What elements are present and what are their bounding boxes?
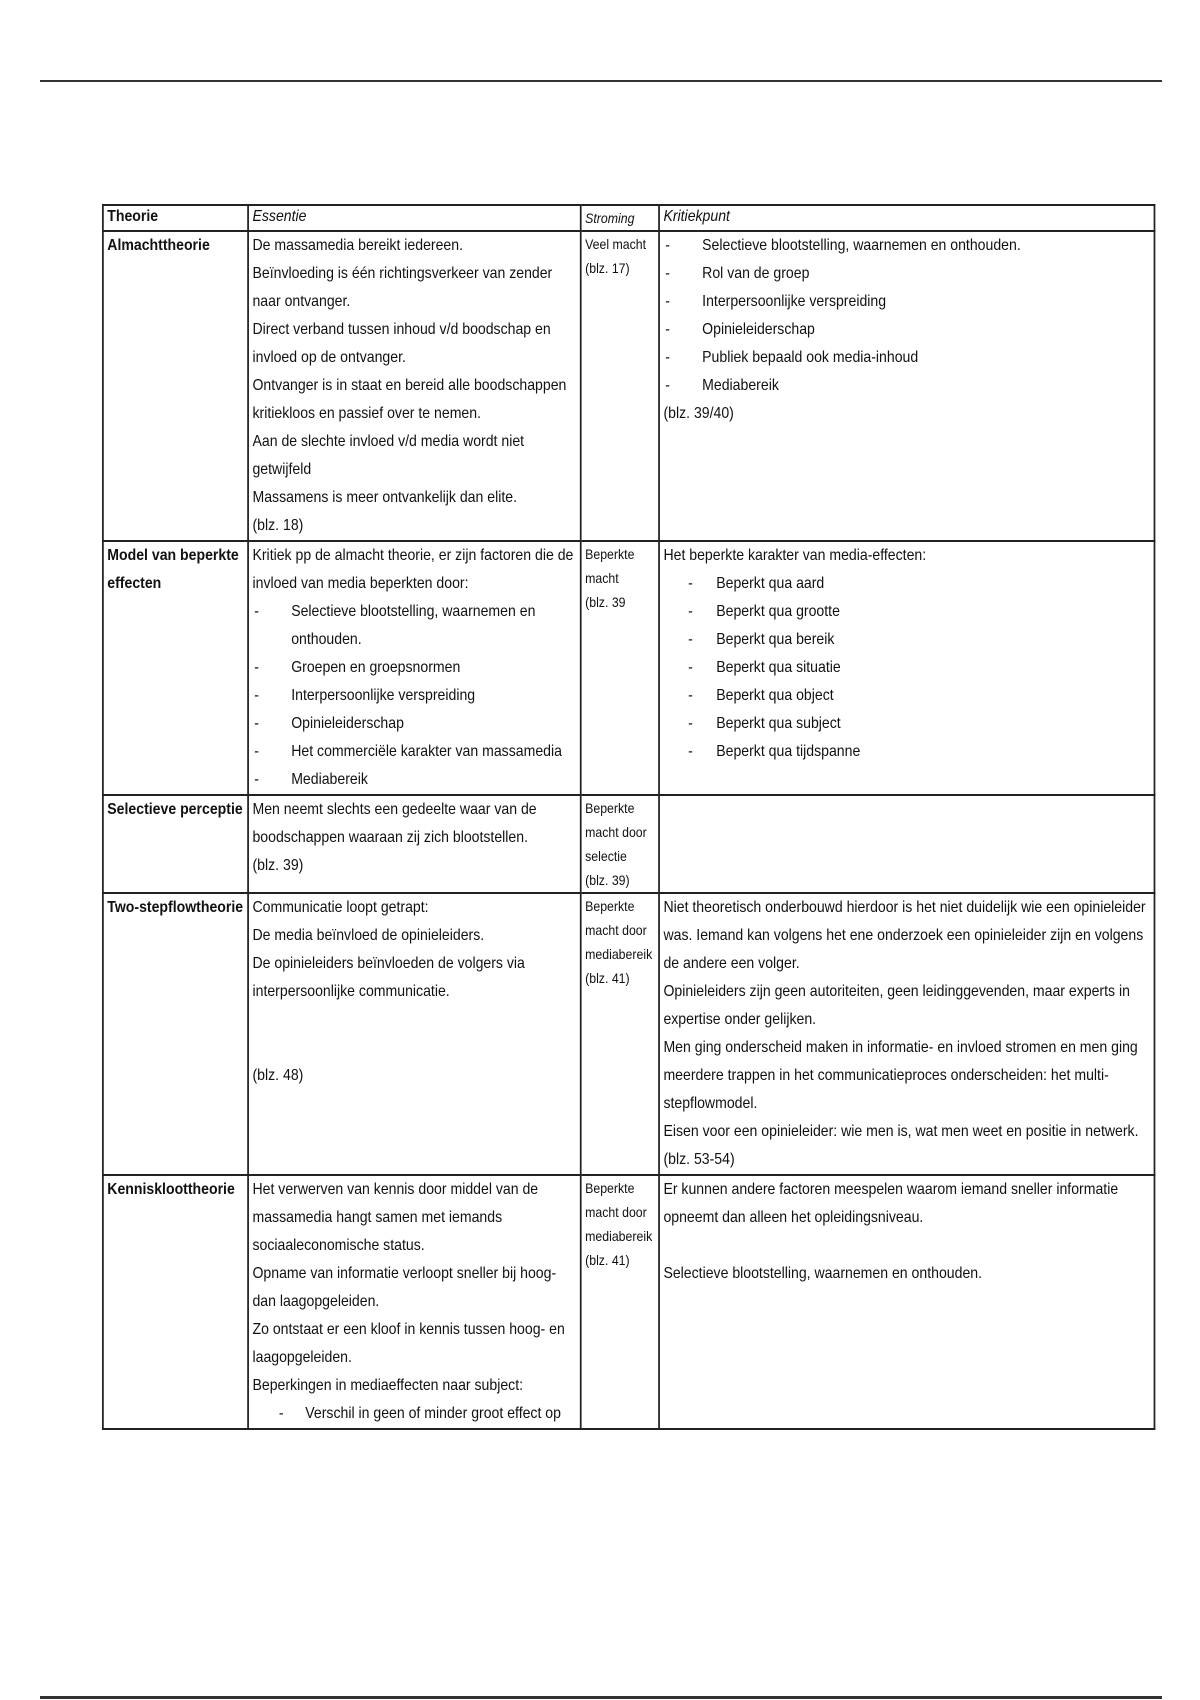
essentie-ref: (blz. 48)	[252, 1067, 304, 1084]
stroming-cell	[581, 795, 659, 893]
stroming-line: (blz. 17)	[585, 260, 630, 276]
bottom-rule	[40, 1696, 1162, 1699]
essentie-line: Men neemt slechts een gedeelte waar van de boodschappen waaraan zij zich blootstellen.	[252, 801, 537, 846]
stroming-line: mediabereik	[585, 946, 653, 962]
list-item: - Beperkt qua subject	[663, 710, 1150, 738]
list-item: - Verschil in geen of minder groot effect op	[252, 1400, 576, 1428]
list-item: - Beperkt qua bereik	[663, 626, 1150, 654]
theories-table	[102, 204, 1155, 1430]
header-row	[103, 205, 1155, 231]
col-header-stroming: Stroming	[581, 205, 659, 231]
kritiek-line: Niet theoretisch onderbouwd hierdoor is het niet duidelijk wie een opinieleider was. Iemand kan volgens het ene onderzoek een opinieleider zijn en volgens de andere een volger.	[663, 899, 1146, 972]
col-header-essentie: Essentie	[248, 205, 581, 231]
essentie-cell	[248, 893, 581, 1175]
kritiek-line: Selectieve blootstelling, waarnemen en onthouden.	[663, 1265, 983, 1282]
theory-name: Selectieve perceptie	[103, 795, 248, 893]
stroming-line: (blz. 41)	[585, 970, 630, 986]
kritiek-list	[663, 232, 1150, 400]
stroming-cell	[581, 231, 659, 541]
kritiek-line: Opinieleiders zijn geen autoriteiten, geen leidinggevenden, maar experts in expertise onder gelijken.	[663, 983, 1130, 1028]
kritiek-list	[663, 570, 1150, 766]
table-row	[103, 893, 1155, 1175]
stroming-line: (blz. 41)	[585, 1252, 630, 1268]
stroming-cell	[581, 541, 659, 795]
stroming-line: mediabereik	[585, 1228, 653, 1244]
stroming-line: macht door	[585, 1204, 647, 1220]
kritiek-line: Er kunnen andere factoren meespelen waarom iemand sneller informatie opneemt dan alleen het opleidingsniveau.	[663, 1181, 1119, 1226]
essentie-line: Opname van informatie verloopt sneller bij hoog- dan laagopgeleiden.	[252, 1265, 557, 1310]
table-row	[103, 1175, 1155, 1429]
stroming-cell	[581, 893, 659, 1175]
kritiek-ref: (blz. 39/40)	[663, 405, 734, 422]
essentie-line: Zo ontstaat er een kloof in kennis tussen hoog- en laagopgeleiden.	[252, 1321, 565, 1366]
list-item: - Opinieleiderschap	[663, 316, 1150, 344]
kritiek-cell	[659, 541, 1154, 795]
list-item: - Mediabereik	[252, 766, 576, 794]
essentie-line: Het verwerven van kennis door middel van de massamedia hangt samen met iemands sociaaleconomische status.	[252, 1181, 539, 1254]
theory-name: Kenniskloottheorie	[103, 1175, 248, 1429]
list-item: - Beperkt qua grootte	[663, 598, 1150, 626]
essentie-line: Aan de slechte invloed v/d media wordt niet getwijfeld	[252, 433, 525, 478]
theory-name: Model van beperkte effecten	[103, 541, 248, 795]
list-item: - Opinieleiderschap	[252, 710, 576, 738]
essentie-list	[252, 1400, 576, 1428]
essentie-cell	[248, 541, 581, 795]
list-item: - Publiek bepaald ook media-inhoud	[663, 344, 1150, 372]
essentie-line: Direct verband tussen inhoud v/d boodschap en invloed op de ontvanger.	[252, 321, 551, 366]
list-item: - Selectieve blootstelling, waarnemen en onthouden.	[252, 598, 576, 654]
list-item: - Beperkt qua aard	[663, 570, 1150, 598]
stroming-line: macht door	[585, 824, 647, 840]
essentie-line: Communicatie loopt getrapt:	[252, 899, 429, 916]
kritiek-intro: Het beperkte karakter van media-effecten:	[663, 547, 927, 564]
essentie-line: Beïnvloeding is één richtingsverkeer van zender naar ontvanger.	[252, 265, 553, 310]
list-item: - Selectieve blootstelling, waarnemen en onthouden.	[663, 232, 1150, 260]
kritiek-cell	[659, 893, 1154, 1175]
kritiek-cell	[659, 795, 1154, 893]
kritiek-line: (blz. 53-54)	[663, 1151, 735, 1168]
kritiek-line: Eisen voor een opinieleider: wie men is, wat men weet en positie in netwerk.	[663, 1123, 1139, 1140]
essentie-line: De media beïnvloed de opinieleiders.	[252, 927, 485, 944]
kritiek-cell	[659, 1175, 1154, 1429]
stroming-cell	[581, 1175, 659, 1429]
essentie-line: Ontvanger is in staat en bereid alle boodschappen kritiekloos en passief over te nemen.	[252, 377, 567, 422]
essentie-list	[252, 598, 576, 794]
essentie-line: De opinieleiders beïnvloeden de volgers via interpersoonlijke communicatie.	[252, 955, 525, 1000]
col-header-kritiekpunt: Kritiekpunt	[659, 205, 1154, 231]
theory-name: Two-stepflowtheorie	[103, 893, 248, 1175]
stroming-line: Beperkte	[585, 800, 635, 816]
essentie-cell	[248, 795, 581, 893]
stroming-line: Beperkte	[585, 898, 635, 914]
essentie-line: Massamens is meer ontvankelijk dan elite.	[252, 489, 517, 506]
col-header-theorie: Theorie	[103, 205, 248, 231]
stroming-line: (blz. 39	[585, 594, 626, 610]
list-item: - Beperkt qua object	[663, 682, 1150, 710]
stroming-line: macht	[585, 570, 619, 586]
theory-name: Almachttheorie	[103, 231, 248, 541]
list-item: - Rol van de groep	[663, 260, 1150, 288]
essentie-cell	[248, 231, 581, 541]
stroming-line: macht door	[585, 922, 647, 938]
stroming-line: (blz. 39)	[585, 872, 630, 888]
list-item: - Interpersoonlijke verspreiding	[252, 682, 576, 710]
list-item: - Beperkt qua situatie	[663, 654, 1150, 682]
list-item: - Mediabereik	[663, 372, 1150, 400]
table-row	[103, 231, 1155, 541]
list-item: - Het commerciële karakter van massamedia	[252, 738, 576, 766]
list-item: - Beperkt qua tijdspanne	[663, 738, 1150, 766]
kritiek-cell	[659, 231, 1154, 541]
spacer	[252, 1006, 576, 1062]
table-row	[103, 541, 1155, 795]
essentie-line: (blz. 18)	[252, 517, 304, 534]
stroming-line: selectie	[585, 848, 627, 864]
stroming-line: Beperkte	[585, 1180, 635, 1196]
top-rule	[40, 80, 1162, 82]
kritiek-line: Men ging onderscheid maken in informatie- en invloed stromen en men ging meerdere trappen in het communicatieproces onderscheiden: het multi-stepflowmodel.	[663, 1039, 1138, 1112]
essentie-line: Kritiek pp de almacht theorie, er zijn factoren die de invloed van media beperkten door:	[252, 547, 574, 592]
essentie-cell	[248, 1175, 581, 1429]
spacer	[663, 1232, 1150, 1260]
essentie-line: Beperkingen in mediaeffecten naar subject:	[252, 1377, 524, 1394]
stroming-line: Beperkte	[585, 546, 635, 562]
list-item: - Interpersoonlijke verspreiding	[663, 288, 1150, 316]
essentie-line: De massamedia bereikt iedereen.	[252, 237, 464, 254]
table-row	[103, 795, 1155, 893]
essentie-line: (blz. 39)	[252, 857, 304, 874]
stroming-line: Veel macht	[585, 236, 647, 252]
list-item: - Groepen en groepsnormen	[252, 654, 576, 682]
